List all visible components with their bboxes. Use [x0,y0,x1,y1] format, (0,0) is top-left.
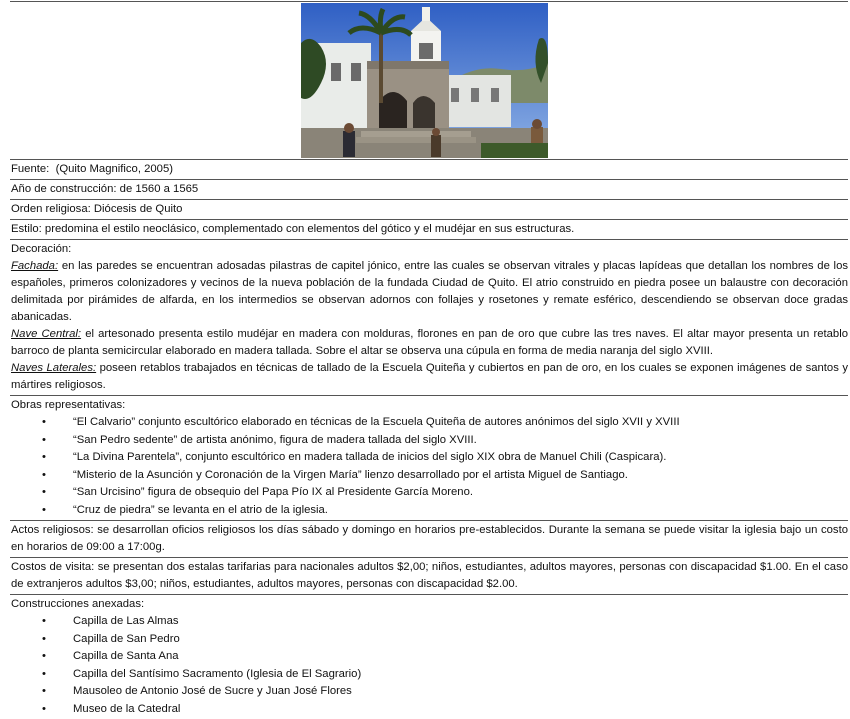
nave-paragraph [11,326,848,360]
list-item: • “San Urcisino” figura de obsequio del Papa Pío IX al Presidente García Moreno. [11,484,848,502]
list-item: • “Misterio de la Asunción y Coronación de la Virgen María” lienzo desarrollado por el artista Miguel de Santiago. [11,467,848,485]
actos-label: Actos religiosos: [11,524,94,536]
list-item: • “El Calvario” conjunto escultórico elaborado en técnicas de la Escuela Quiteña de autores anónimos del siglo XVII y XVIII [11,414,848,432]
list-item: • Capilla de San Pedro [11,631,848,649]
nave-label: Nave Central: [11,328,82,340]
orden-label: Orden religiosa: [11,203,91,215]
estilo-value: predomina el estilo neoclásico, complementado con elementos del gótico y el mudéjar en sus estructuras. [44,223,575,235]
row-estilo [10,220,848,240]
orden-value: Diócesis de Quito [93,203,183,215]
decoracion-label: Decoración: [11,243,72,255]
obras-list [11,414,848,519]
list-item: • “La Divina Parentela”, conjunto escultórico en madera tallada de inicios del siglo XIX obra de Manuel Chili (Caspicara). [11,449,848,467]
list-item: • Capilla del Santísimo Sacramento (Iglesia de El Sagrario) [11,666,848,684]
row-actos [10,521,848,558]
costos-label: Costos de visita: [11,561,95,573]
anio-value: de 1560 a 1565 [119,183,199,195]
row-fuente [10,160,848,180]
construcciones-label: Construcciones anexadas: [11,598,145,610]
list-item: • Mausoleo de Antonio José de Sucre y Juan José Flores [11,683,848,701]
laterales-text: poseen retablos trabajados en técnicas de tallado de la Escuela Quiteña y cubiertos en pan de oro, en los cuales se exponen imágenes de santos y mártires religiosos. [11,362,848,391]
anio-label: Año de construcción: [11,183,117,195]
costos-value: se presentan dos estalas tarifarias para nacionales adultos $2,00; niños, estudiantes, adultos mayores, personas con discapacidad $1.00. En el caso de extranjeros adultos $3,00; niños, estudiantes, adultos mayores, personas con discapacidad $2.00. [11,561,848,590]
top-rule [10,1,848,2]
row-anio [10,180,848,200]
row-costos [10,558,848,595]
fachada-label: Fachada: [11,260,59,272]
cathedral-photo [301,3,548,158]
list-item: • “San Pedro sedente” de artista anónimo, figura de madera tallada del siglo XVIII. [11,432,848,450]
row-construcciones [10,595,848,719]
nave-text: el artesonado presenta estilo mudéjar en madera con molduras, florones en pan de oro que cubre las tres naves. El altar mayor presenta un retablo barroco de planta semicircular elaborado en madera tallada. Sobre el altar se observa una cúpula en forma de media naranja del siglo XVIII. [11,328,849,357]
obras-label: Obras representativas: [11,399,126,411]
fuente-value: (Quito Magnifico, 2005) [55,163,174,175]
info-table [10,159,848,719]
list-item: • Capilla de Santa Ana [11,648,848,666]
laterales-paragraph [11,360,848,394]
list-item: • Museo de la Catedral [11,701,848,719]
laterales-label: Naves Laterales: [11,362,97,374]
row-decoracion [10,240,848,396]
fachada-text: en las paredes se encuentran adosadas pilastras de capitel jónico, entre las cuales se observan vitrales y placas lapídeas que detallan los nombres de los españoles, primeros colonizadores y vecinos de la nueva población de la fundada Ciudad de Quito. El atrio construido en piedra posee un balaustre con decoración delimitada por pirámides de alfarda, en los intermedios se observan adornos con follajes y rosetones y remate esférico, descendiendo se observan doce gradas abanicadas. [11,260,849,323]
fachada-paragraph [11,258,848,326]
estilo-label: Estilo: [11,223,42,235]
list-item: • “Cruz de piedra” se levanta en el atrio de la iglesia. [11,502,848,520]
row-orden [10,200,848,220]
row-obras [10,396,848,521]
construcciones-list [11,613,848,718]
list-item: • Capilla de Las Almas [11,613,848,631]
actos-value: se desarrollan oficios religiosos los días sábado y domingo en horarios pre-establecidos. Durante la semana se puede visitar la iglesia bajo un costo en horarios de 09:00 a 17:00g. [11,524,849,553]
fuente-label: Fuente: [11,163,50,175]
